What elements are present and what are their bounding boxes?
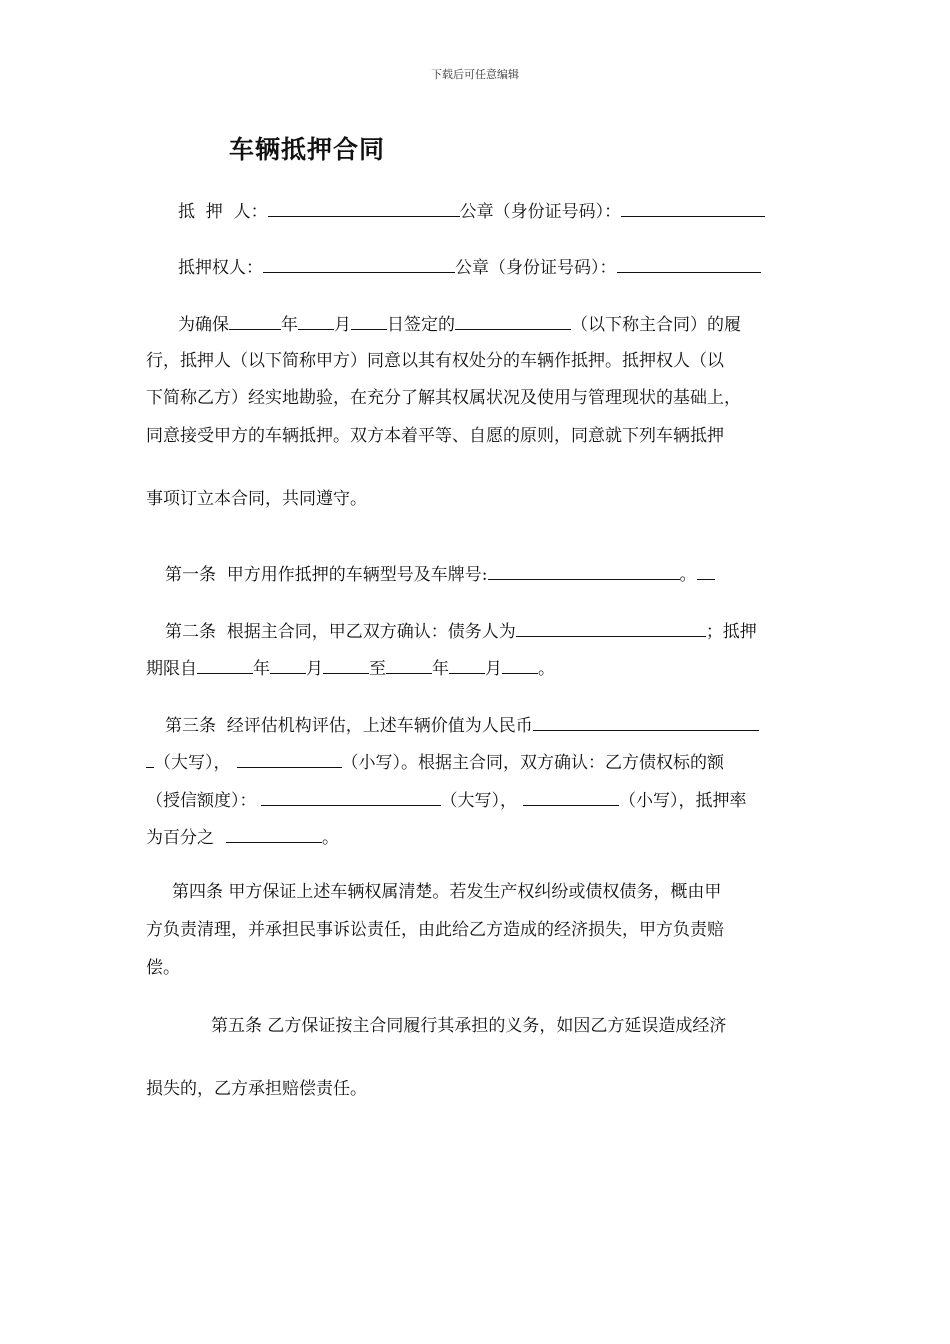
article-3-line-2 — [146, 751, 724, 774]
trailing-blank — [697, 563, 715, 580]
sign-month-blank — [298, 313, 334, 330]
document-title: 车辆抵押合同 — [229, 135, 386, 164]
article-2-line-2 — [146, 657, 555, 680]
article-4-line-1: 第四条 甲方保证上述车辆权属清楚。若发生产权纠纷或债权债务，概由甲 — [172, 882, 722, 902]
mortgagor-label: 抵 押 人： — [178, 202, 268, 222]
preamble-text: 月 — [334, 315, 351, 335]
sign-day-blank — [351, 313, 387, 330]
mortgage-rate-blank — [226, 826, 322, 843]
mortgagor-name-blank — [268, 200, 460, 217]
valuation-figure-blank — [237, 751, 342, 768]
article-2-text: 月 — [306, 659, 323, 679]
preamble-line-2: 行，抵押人（以下简称甲方）同意以其有权处分的车辆作抵押。抵押权人（以 — [146, 351, 724, 371]
article-3-line-4 — [146, 826, 339, 849]
article-2-text: 。 — [538, 659, 555, 679]
article-2-text: ；抵押 — [705, 622, 757, 642]
article-3-line-1 — [165, 714, 759, 737]
article-3-text: （小写），抵押率 — [619, 791, 747, 811]
end-year-blank — [386, 657, 432, 674]
mortgagor-id-blank — [621, 200, 765, 217]
preamble-line-3: 下简称乙方）经实地勘验，在充分了解其权属状况及使用与管理现状的基础上， — [146, 388, 741, 408]
article-2-line-1 — [165, 620, 757, 643]
end-day-blank — [502, 657, 538, 674]
preamble-text: 日签定的 — [387, 315, 455, 335]
article-3-text: 。 — [322, 828, 339, 848]
article-2-text: 月 — [485, 659, 502, 679]
mortgagee-id-blank — [617, 256, 761, 273]
article-5-line-2: 损失的，乙方承担赔偿责任。 — [146, 1079, 367, 1099]
start-day-blank — [323, 657, 369, 674]
article-3-text: （大写）， — [154, 753, 231, 773]
article-3-text: 第三条 经评估机构评估，上述车辆价值为人民币 — [165, 716, 533, 736]
end-month-blank — [449, 657, 485, 674]
valuation-blank — [533, 714, 759, 731]
article-2-text: 第二条 根据主合同，甲乙双方确认：债务人为 — [165, 622, 516, 642]
start-year-blank — [197, 657, 253, 674]
article-4-line-2: 方负责清理，并承担民事诉讼责任，由此给乙方造成的经济损失，甲方负责赔 — [146, 920, 724, 940]
article-3-text: （小写）。根据主合同，双方确认：乙方债权标的额 — [341, 753, 724, 773]
vehicle-plate-blank — [488, 563, 680, 580]
mortgagee-label: 抵押权人： — [178, 258, 263, 278]
valuation-blank-cont — [146, 751, 154, 768]
article-3-line-3 — [146, 789, 747, 812]
preamble-line-4: 同意接受甲方的车辆抵押。双方本着平等、自愿的原则，同意就下列车辆抵押 — [146, 426, 724, 446]
preamble-text: 年 — [281, 315, 298, 335]
main-contract-blank — [455, 313, 571, 330]
page-header-note: 下载后可任意编辑 — [431, 68, 519, 81]
mortgagor-seal-label: 公章（身份证号码）： — [459, 202, 622, 222]
party-mortgagee-row — [178, 256, 761, 279]
party-mortgagor-row — [178, 200, 765, 223]
preamble-text: （以下称主合同）的履 — [571, 315, 741, 335]
preamble-text: 为确保 — [178, 315, 229, 335]
article-1-text: 第一条 甲方用作抵押的车辆型号及车牌号: — [165, 565, 488, 585]
article-5-line-1: 第五条 乙方保证按主合同履行其承担的义务，如因乙方延误造成经济 — [211, 1016, 727, 1036]
article-3-text: （大写）， — [440, 791, 517, 811]
credit-words-blank — [261, 789, 441, 806]
article-4-line-3: 偿。 — [146, 958, 180, 978]
credit-figure-blank — [523, 789, 619, 806]
debtor-blank — [516, 620, 706, 637]
article-2-text: 年 — [253, 659, 270, 679]
article-1-text: 。 — [679, 565, 697, 585]
start-month-blank — [270, 657, 306, 674]
mortgagee-seal-label: 公章（身份证号码）： — [455, 258, 617, 278]
sign-year-blank — [229, 313, 281, 330]
mortgagee-name-blank — [263, 256, 455, 273]
article-1 — [165, 563, 715, 586]
article-2-text: 年 — [432, 659, 449, 679]
article-2-text: 期限自 — [146, 659, 197, 679]
preamble-line-5: 事项订立本合同，共同遵守。 — [146, 489, 367, 509]
article-2-text: 至 — [369, 659, 386, 679]
article-3-text: 为百分之 — [146, 828, 214, 848]
article-3-text: （授信额度）： — [146, 791, 257, 811]
preamble-line-1 — [178, 313, 741, 336]
